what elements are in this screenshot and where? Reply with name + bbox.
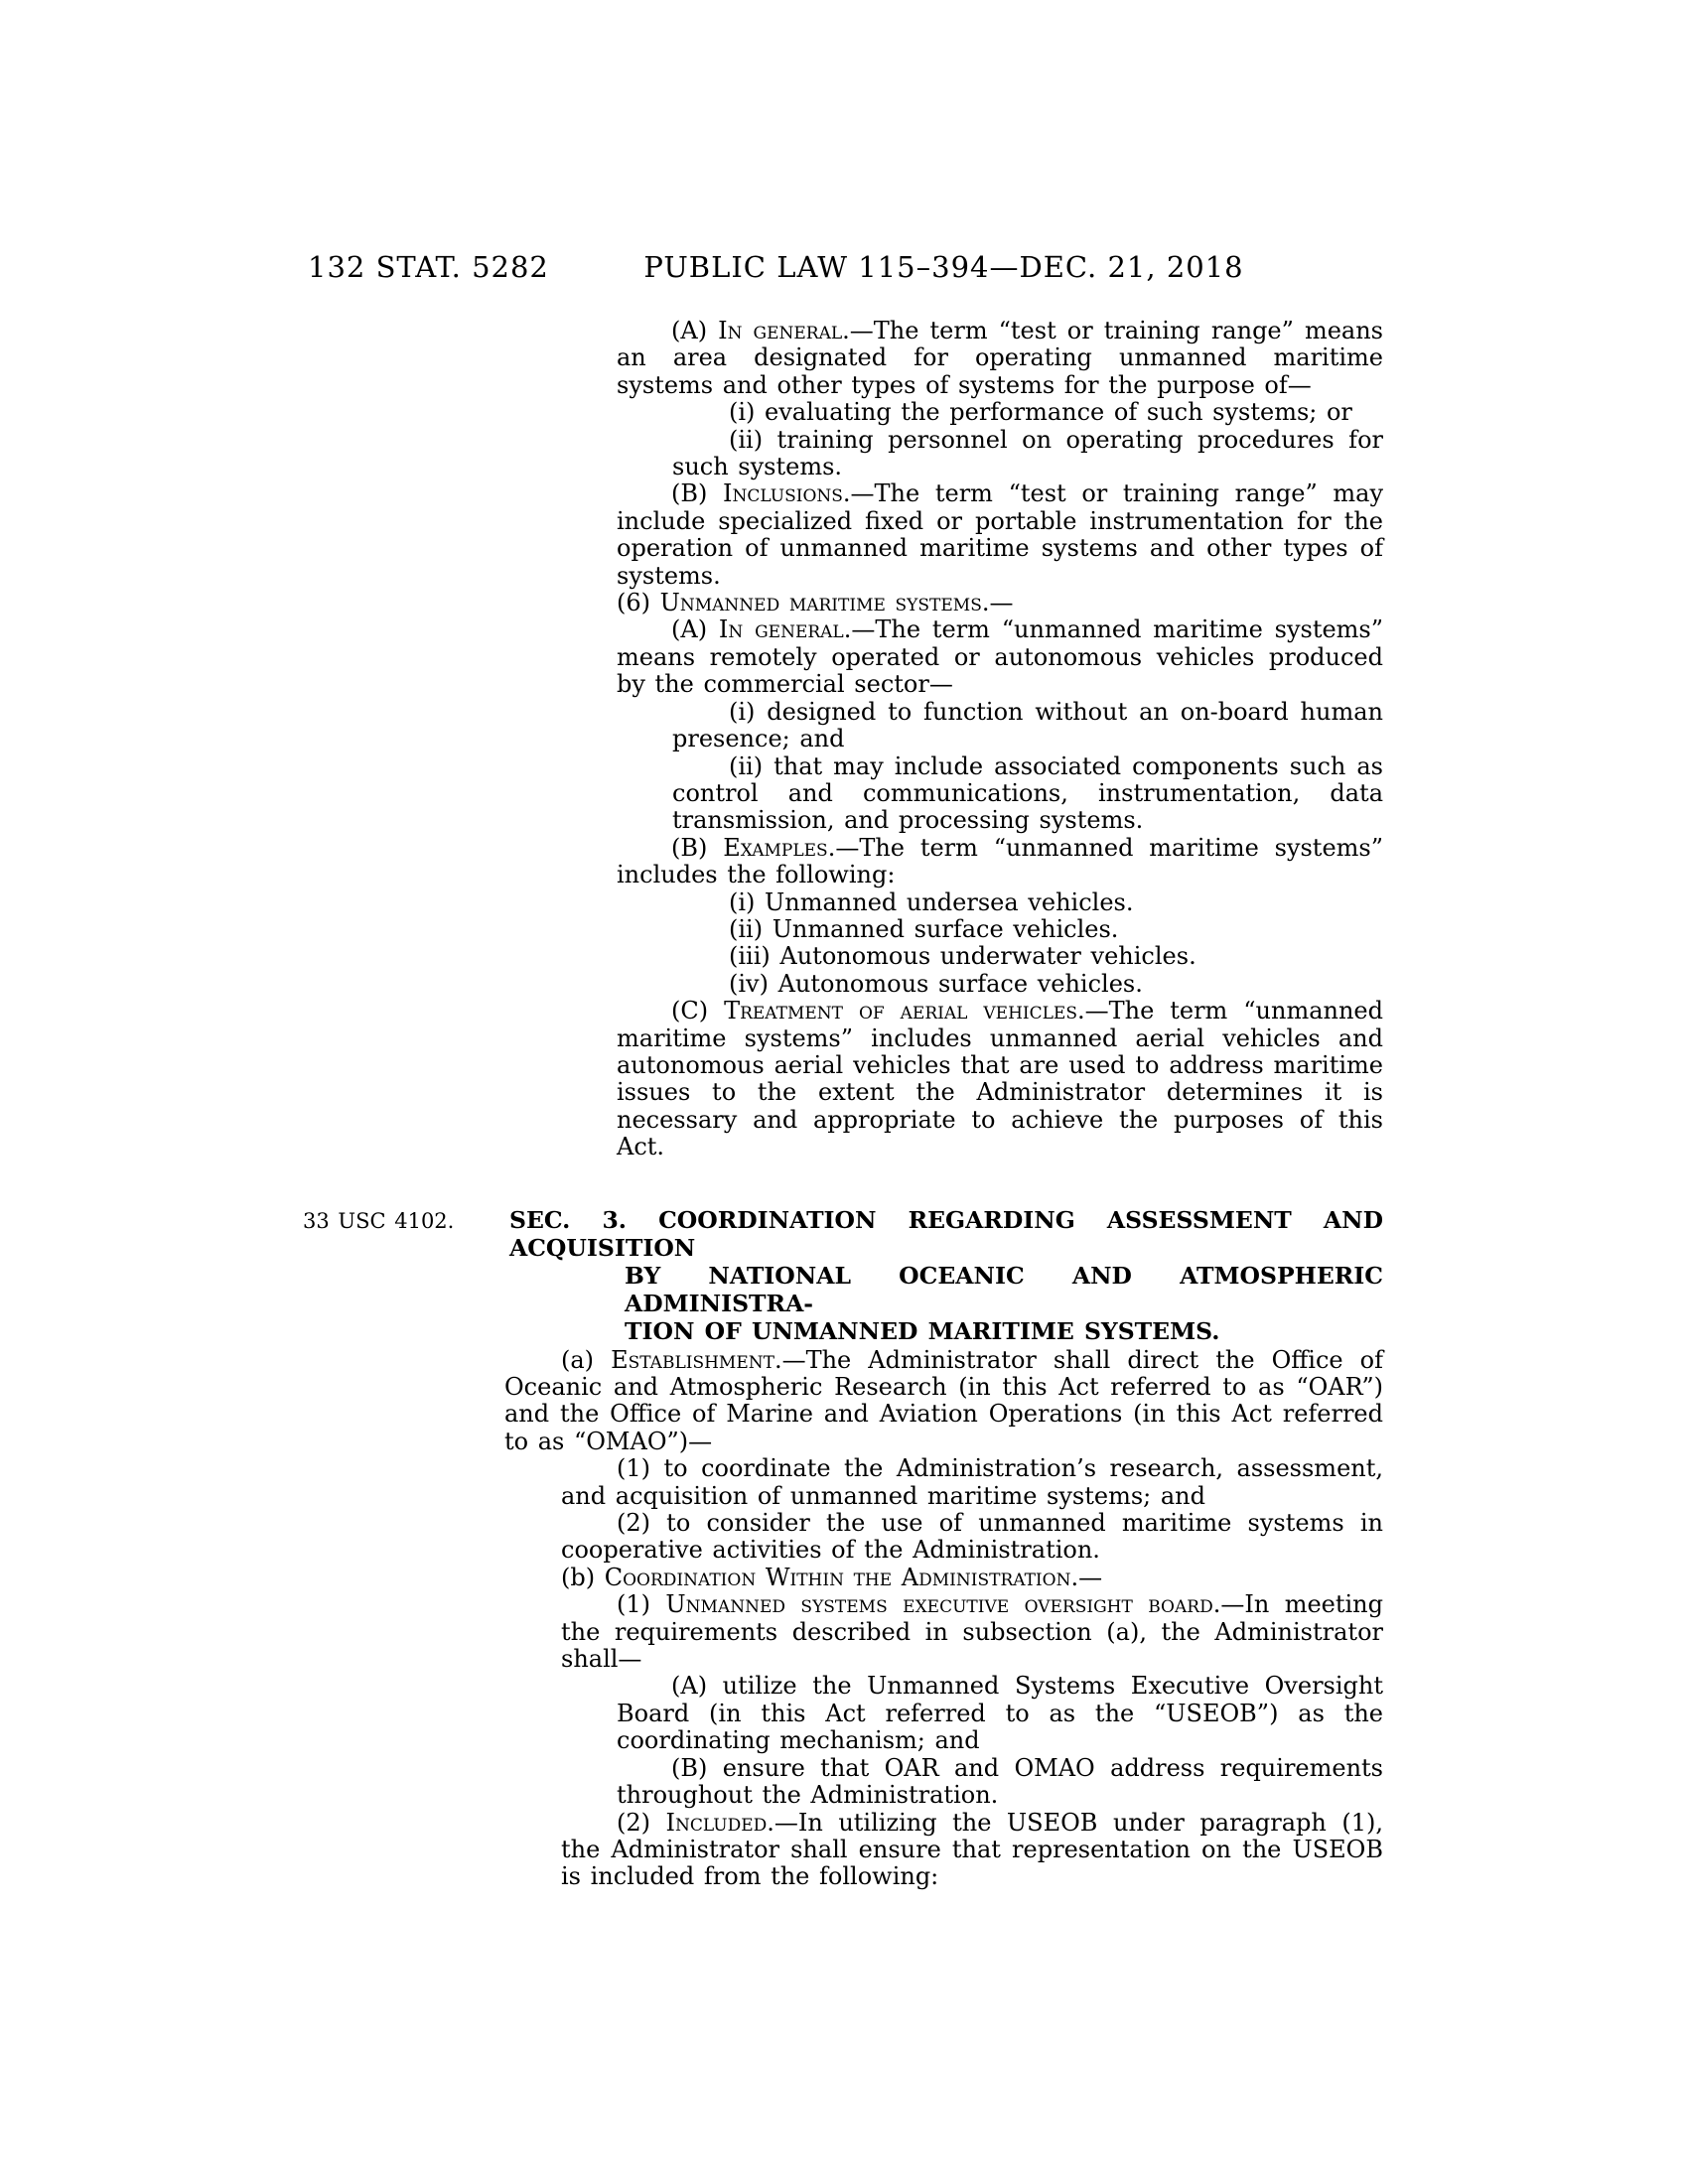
public-law-running-head: PUBLIC LAW 115–394—DEC. 21, 2018: [643, 250, 1244, 284]
statute-paragraph: [504, 590, 1383, 616]
small-caps-term: In general: [718, 615, 844, 644]
statute-paragraph: [504, 427, 1383, 481]
statute-text: .—In meeting the requirements described in subsection (a), the Administrator shall—: [561, 1590, 1383, 1674]
statute-text: (iv) Autonomous surface vehicles.: [729, 969, 1143, 998]
statute-paragraph: [504, 616, 1383, 698]
statute-text: (A): [671, 615, 719, 644]
statute-paragraph: [504, 1591, 1383, 1673]
statute-paragraph: [504, 943, 1383, 970]
small-caps-term: Included: [665, 1808, 768, 1837]
statute-text: .—The term “unmanned maritime systems” means remotely operated or autonomous vehicles produced by the commercial sector—: [617, 615, 1384, 699]
statute-text: (a): [561, 1345, 612, 1374]
statute-text: .—The term “test or training range” means an area designated for operating unmanned maritime systems and other types of systems for the purpose of—: [617, 317, 1383, 399]
statute-text: (iii) Autonomous underwater vehicles.: [729, 942, 1196, 971]
small-caps-term: Inclusions: [723, 479, 843, 508]
small-caps-term: Examples: [723, 833, 828, 862]
small-caps-term: Coordination Within the Administration: [604, 1563, 1071, 1591]
statute-text: (B): [671, 479, 724, 508]
statute-paragraph: [504, 1810, 1383, 1891]
statute-paragraph: [504, 971, 1383, 998]
section-heading-line: TION OF UNMANNED MARITIME SYSTEMS.: [625, 1316, 1220, 1345]
small-caps-term: Unmanned systems executive oversight board: [665, 1590, 1213, 1619]
statute-text: (6): [617, 589, 660, 617]
section-heading-line: SEC. 3. COORDINATION REGARDING ASSESSMENT AND ACQUISITION: [509, 1205, 1383, 1262]
statute-paragraph: [504, 699, 1383, 753]
small-caps-term: Establishment: [611, 1345, 774, 1374]
statute-paragraph: [504, 1565, 1383, 1591]
section-3-body: [504, 1347, 1383, 1891]
statute-text: .—The term “test or training range” may include specialized fixed or portable instrumentation for the operation of unmanned maritime systems and other types of systems.: [617, 479, 1383, 590]
statute-text: .—: [981, 589, 1014, 617]
statute-text: (C): [671, 997, 725, 1025]
statute-text: .—The term “unmanned maritime systems” includes unmanned aerial vehicles and autonomous aerial vehicles that are used to address maritime issues to the extent the Administrator determines it is necessary and appropriate to achieve the purposes of this Act.: [617, 997, 1383, 1161]
statute-text: .—In utilizing the USEOB under paragraph (1), the Administrator shall ensure that representation on the USEOB is included from the following:: [561, 1808, 1383, 1891]
statute-text: (i) Unmanned undersea vehicles.: [729, 887, 1134, 916]
statute-paragraph: [504, 835, 1383, 889]
statute-paragraph: [504, 916, 1383, 943]
statute-paragraph: [504, 480, 1383, 590]
statute-text: (i) evaluating the performance of such systems; or: [729, 398, 1352, 427]
definitions-block: [504, 318, 1383, 1161]
statute-text: (b): [561, 1563, 605, 1591]
statute-paragraph: [504, 1673, 1383, 1754]
uscode-margin-note: 33 USC 4102.: [303, 1208, 455, 1233]
small-caps-term: Treatment of aerial vehicles: [724, 997, 1077, 1025]
statute-text: (A): [671, 317, 719, 344]
statute-paragraph: [504, 1347, 1383, 1456]
statute-text: (2) to consider the use of unmanned maritime systems in cooperative activities of the Administration.: [561, 1509, 1383, 1565]
statute-text: (2): [617, 1808, 666, 1837]
statute-text-column: [303, 317, 1384, 1891]
section-3-block: [303, 1205, 1383, 1345]
statute-paragraph: [504, 1755, 1383, 1810]
statute-paragraph: [504, 1510, 1383, 1565]
section-heading-line: BY NATIONAL OCEANIC AND ATMOSPHERIC ADMINISTRA-: [625, 1261, 1383, 1317]
statute-text: (ii) that may include associated components such as control and communications, instrumentation, data transmission, and processing systems.: [672, 751, 1383, 835]
statute-text: (i) designed to function without an on-board human presence; and: [672, 697, 1383, 753]
statute-paragraph: [504, 753, 1383, 835]
statute-text: (B): [671, 833, 724, 862]
statute-text: (1) to coordinate the Administration’s research, assessment, and acquisition of unmanned maritime systems; and: [561, 1454, 1383, 1510]
statute-paragraph: [504, 1455, 1383, 1510]
statute-paragraph: [504, 318, 1383, 399]
small-caps-term: In general: [718, 317, 843, 344]
statute-text: (ii) Unmanned surface vehicles.: [729, 914, 1119, 943]
statute-text: (B) ensure that OAR and OMAO address requirements throughout the Administration.: [617, 1753, 1383, 1810]
statute-text: .—The Administrator shall direct the Office of Oceanic and Atmospheric Research (in this Act referred to as “OAR”) and the Office of Marine and Aviation Operations (in this Act referred to as “OMAO”)—: [504, 1345, 1384, 1455]
statute-paragraph: [504, 889, 1383, 916]
stat-citation: 132 STAT. 5282: [308, 250, 549, 284]
statute-text: (ii) training personnel on operating procedures for such systems.: [672, 425, 1383, 481]
small-caps-term: Unmanned maritime systems: [659, 589, 982, 617]
statute-text: .—The term “unmanned maritime systems” includes the following:: [617, 833, 1383, 889]
statute-paragraph: [504, 399, 1383, 426]
statute-paragraph: [504, 998, 1383, 1160]
statute-text: (1): [617, 1590, 666, 1619]
statute-text: (A) utilize the Unmanned Systems Executive Oversight Board (in this Act referred to as the “USEOB”) as the coordinating mechanism; and: [617, 1672, 1383, 1755]
statute-text: .—: [1070, 1563, 1103, 1591]
